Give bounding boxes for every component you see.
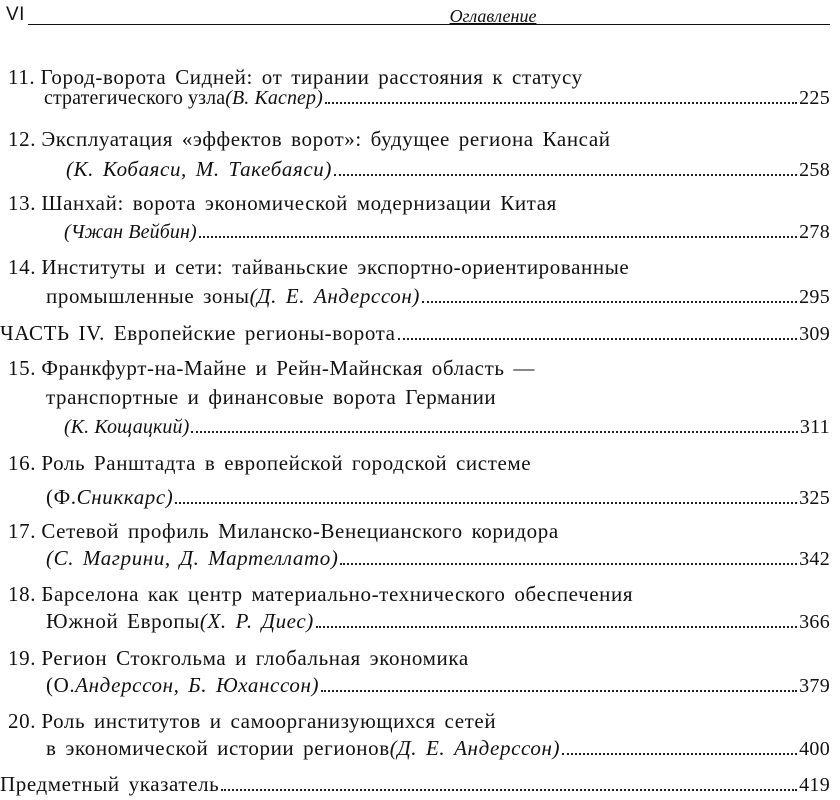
entry-title-line: [8, 645, 469, 671]
entry-title: Роль институтов и самоорганизующихся сетей: [41, 709, 497, 733]
entry-last-line: [0, 320, 830, 346]
entry-title-line: [8, 126, 611, 152]
entry-title: Сетевой профиль Миланско-Венецианского коридора: [41, 519, 559, 543]
entry-title-line: [8, 708, 496, 734]
entry-last-line: [64, 219, 830, 245]
entry-number: 20.: [8, 709, 37, 733]
entry-title-line-2: [46, 384, 496, 410]
entry-title: Институты и сети: тайваньские экспортно-ориентированные: [41, 255, 630, 279]
entry-number: 14.: [8, 255, 37, 279]
entry-last-line: [46, 735, 830, 761]
page-header: [6, 4, 830, 26]
part-title: ЧАСТЬ IV. Европейские регионы-ворота: [0, 321, 396, 345]
dot-leader: [398, 337, 797, 340]
entry-last-line: [0, 771, 830, 797]
entry-title-cont: промышленные зоны: [46, 284, 250, 308]
entry-title-cont: стратегического узла: [44, 87, 226, 109]
entry-last-line: [46, 672, 830, 698]
entry-last-line: [64, 414, 830, 440]
entry-page: 342: [799, 548, 830, 570]
entry-last-line: [46, 545, 830, 571]
entry-author: (Д. Е. Андерссон): [249, 284, 420, 308]
entry-title: Барселона как центр материально-технического обеспечения: [41, 582, 634, 606]
entry-author: (К. Кощацкий): [64, 416, 190, 438]
index-title: Предметный указатель: [0, 772, 220, 796]
dot-leader: [316, 625, 797, 628]
dot-leader: [199, 235, 797, 238]
dot-leader: [334, 173, 797, 176]
entry-author: (Чжан Вейбин): [64, 221, 197, 243]
dot-leader: [562, 752, 797, 755]
entry-author: (С. Магрини, Д. Мартеллато): [46, 546, 339, 570]
dot-leader: [321, 689, 797, 692]
dot-leader: [191, 430, 797, 433]
entry-page: 400: [799, 738, 830, 760]
entry-title-cont: Южной Европы: [46, 609, 200, 633]
header-title: Оглавление: [449, 6, 537, 26]
entry-number: 13.: [8, 191, 37, 215]
entry-author-prefix: (О.: [46, 673, 76, 697]
entry-title: Франкфурт-на-Майне и Рейн-Майнская область —: [41, 356, 535, 380]
entry-title-line: [8, 581, 633, 607]
entry-page: 258: [799, 159, 830, 181]
entry-number: 19.: [8, 646, 37, 670]
entry-author: Сниккарс): [76, 485, 174, 509]
entry-author: Андерссон, Б. Юханссон): [75, 673, 320, 697]
entry-last-line: [46, 608, 830, 634]
entry-title-line: [8, 518, 559, 544]
entry-title: Эксплуатация «эффектов ворот»: будущее региона Кансай: [41, 127, 611, 151]
entry-title-line: [8, 254, 629, 280]
entry-title-line: [8, 450, 531, 476]
entry-page: 278: [799, 221, 830, 243]
entry-page: 311: [799, 416, 830, 438]
entry-author: (Д. Е. Андерссон): [389, 736, 561, 760]
entry-number: 12.: [8, 127, 37, 151]
entry-page: 325: [799, 487, 830, 509]
entry-last-line: [44, 85, 830, 111]
entry-title-line: [8, 190, 557, 216]
entry-page: 379: [799, 675, 830, 697]
entry-title: Роль Ранштадта в европейской городской системе: [41, 451, 532, 475]
entry-title-cont: транспортные и финансовые ворота Германии: [46, 385, 497, 409]
entry-number: 17.: [8, 519, 37, 543]
entry-title: Шанхай: ворота экономической модернизации Китая: [41, 191, 557, 215]
page-number: VI: [6, 4, 25, 25]
entry-number: 15.: [8, 356, 37, 380]
entry-number: 11.: [8, 65, 36, 89]
entry-number: 16.: [8, 451, 37, 475]
entry-author: (К. Кобаяси, М. Такебаяси): [66, 157, 332, 181]
entry-page: 309: [799, 323, 830, 345]
dot-leader: [221, 788, 797, 791]
entry-page: 295: [799, 286, 830, 308]
entry-page: 366: [799, 611, 830, 633]
entry-title-line: [8, 355, 535, 381]
entry-number: 18.: [8, 582, 37, 606]
entry-last-line: [46, 484, 830, 510]
dot-leader: [175, 501, 797, 504]
dot-leader: [340, 562, 797, 565]
entry-title-cont: в экономической истории регионов: [46, 736, 390, 760]
dot-leader: [325, 101, 797, 104]
entry-author-prefix: (Ф.: [46, 485, 77, 509]
entry-page: 419: [799, 774, 830, 796]
entry-title: Город-ворота Сидней: от тирании расстояния к статусу: [40, 65, 583, 89]
entry-last-line: [46, 283, 830, 309]
entry-page: 225: [799, 87, 830, 109]
entry-last-line: [66, 156, 830, 182]
entry-title: Регион Стокгольма и глобальная экономика: [41, 646, 469, 670]
entry-author: (В. Каспер): [225, 87, 323, 109]
dot-leader: [422, 300, 797, 303]
entry-author: (Х. Р. Диес): [199, 609, 314, 633]
